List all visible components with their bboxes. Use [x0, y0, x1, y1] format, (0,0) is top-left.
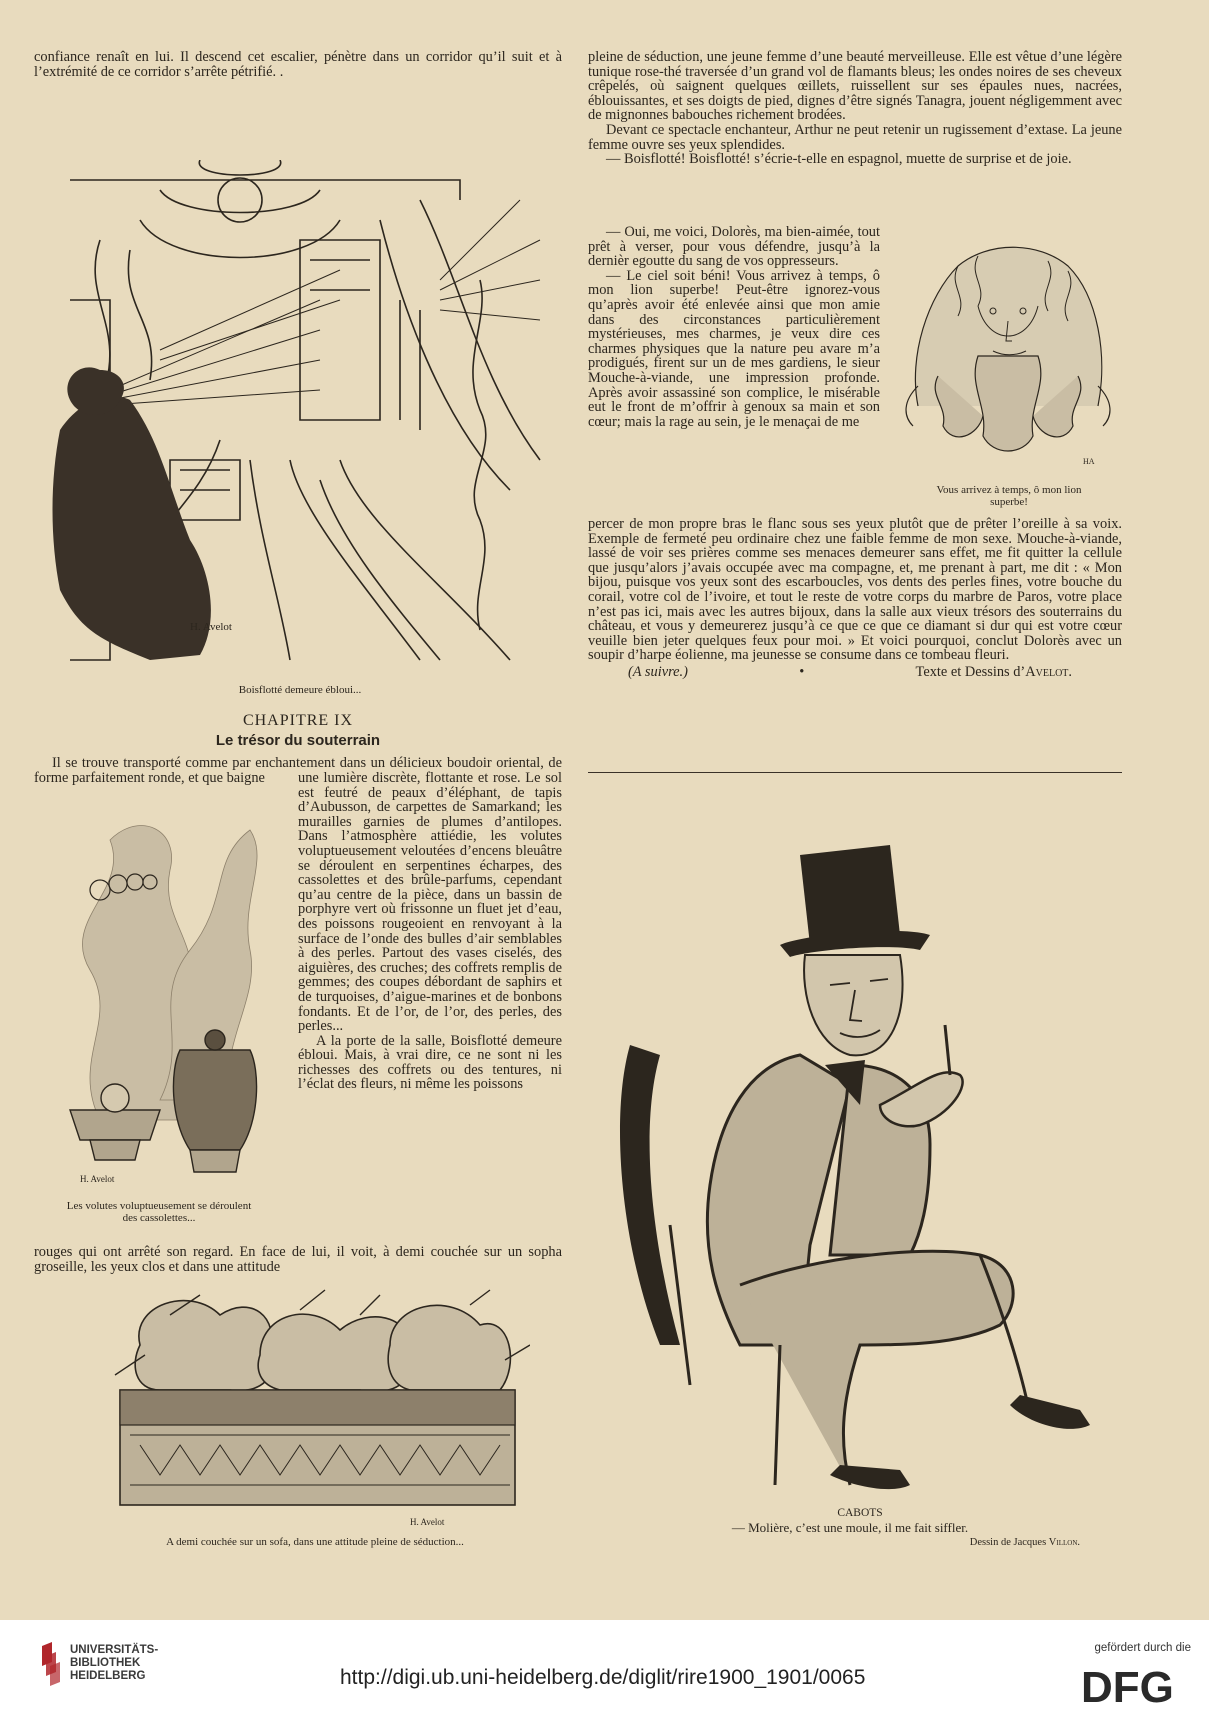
illustration-incense: [40, 800, 280, 1190]
funded-by-label: gefördert durch die: [1094, 1642, 1191, 1654]
left-narrow-column: une lumière discrète, flottante et rose. Le sol est feutré de peaux d’éléphant, de tapis d’Aubusson, de carpettes de Samarkand; les murailles garnies de plumes d’antilopes. Dans l’atmosphère attiédie, les volutes voluptueusement veloutées d’encens bleuâtre se déroulent en serpentines écharpes, des cassolettes et des brûle-parfums, cependant qu’au centre de la pièce, dans un bassin de porphyre vert où frissonne un fluet jet d’eau, des poissons rougeoient en renvoyant à la surface de l’onde des bulles d’air semblables à des perles. Partout des vases ciselés, des aiguières, des cruches; des coffrets remplis de gemmes; des coupes débordant de saphirs et de turquoises, d’aigue-marines et de bonbons fondants. Et de l’or, de l’or, des perles, des perles... A la porte de la salle, Boisflotté demeure ébloui. Mais, à vrai dire, ce ne sont ni les richesses des coffrets ou des tentures, ni l’éclat des fleurs, ni même les poissons: [298, 770, 562, 1093]
caption-boisflotte: Boisflotté demeure ébloui...: [238, 684, 362, 696]
illustration-sofa: [110, 1285, 530, 1530]
svg-text:H. Avelot: H. Avelot: [410, 1517, 445, 1527]
svg-text:HA: HA: [1083, 457, 1095, 466]
svg-text:DFG: DFG: [1081, 1663, 1174, 1706]
svg-text:H. Avelot: H. Avelot: [190, 621, 232, 633]
institution-name: UNIVERSITÄTS- BIBLIOTHEK HEIDELBERG: [70, 1644, 159, 1682]
caption-cabots-credit: Dessin de Jacques Villon.: [969, 1537, 1080, 1548]
right-column-top: pleine de séduction, une jeune femme d’une beauté merveilleuse. Elle est vêtue d’une légère tunique rose-thé traversée d’un grand vol de flamants bleus; les ondes noires de ses cheveux crêpelés, où saignent quelques œillets, ruissellent sur ses épaules nues, nacrées, éblouissantes, et ses doigts de pied, dignes d’être signés Tanagra, jouent négligemment avec de mignonnes babouches richement brodées. Devant ce spectacle enchanteur, Arthur ne peut retenir un rugissement d’extase. La jeune femme ouvre ses yeux splendides. — Boisflotté! Boisflotté! s’écrie-t-elle en espagnol, muette de surprise et de joie.: [588, 49, 1122, 168]
illustration-corridor: [40, 160, 560, 680]
book-stack-icon: [38, 1642, 66, 1686]
right-column-bottom: percer de mon propre bras le flanc sous ses yeux plutôt que de prêter l’oreille à sa voix. Exemple de fermeté peu ordinaire chez une faible femme de mon sexe. Mouche-à-viande, lassé de voir ses prières comme ses menaces demeurer sans effet, me fit quitter la cellule que jusqu’alors j’avais occupée avec ma compagne, et, me prenant à part, me dit : « Mon bijou, puisque vos yeux sont des escarboucles, vos dents des perles fines, votre bouche du corail, votre col de l’ivoire, et tout le reste de votre corps du marbre de Paros, votre place n’est pas ici, mais avec les autres bijoux, dans la salle aux vieux trésors des souterrains du château, et vous y demeurerez jusqu’à ce que ce que ce diamant si dur qui est votre cœur veuille bien jeter quelques feux pour moi. » Et voici pourquoi, conclut Dolorès avec un soupir d’harpe éolienne, ma jeunesse se consume dans ce tombeau fleuri. (A suivre.) • Texte et Dessins d’Avelot.: [588, 516, 1122, 680]
chapter-title: Le trésor du souterrain: [215, 732, 381, 749]
caption-cabots-quote: — Molière, c’est une moule, il me fait siffler.: [731, 1520, 969, 1535]
caption-sofa: A demi couchée sur un sofa, dans une attitude pleine de séduction...: [166, 1536, 464, 1548]
serial-footer: (A suivre.) • Texte et Dessins d’Avelot.: [628, 663, 1072, 680]
caption-lion: Vous arrivez à temps, ô mon lion superbe!: [936, 484, 1082, 508]
illustration-cabots: [600, 785, 1105, 1505]
left-paragraph-start: Il se trouve transporté comme par enchantement dans un délicieux boudoir oriental, de forme parfaitement ronde, et que baigne: [34, 755, 562, 786]
caption-cabots-title: CABOTS: [837, 1507, 883, 1519]
illustration-lion: [898, 236, 1120, 480]
dfg-logo: [1081, 1662, 1191, 1706]
chapter-number: CHAPITRE IX: [242, 712, 354, 729]
source-url-link[interactable]: http://digi.ub.uni-heidelberg.de/diglit/rire1900_1901/0065: [340, 1666, 866, 1689]
left-column-intro: confiance renaît en lui. Il descend cet escalier, pénètre dans un corridor qu’il suit et à l’extrémité de ce corridor s’arrête pétrifié. .: [34, 49, 562, 80]
section-divider: [588, 772, 1122, 773]
right-narrow-column: — Oui, me voici, Dolorès, ma bien-aimée, tout prêt à verser, pour vous défendre, jusqu’à la dernièr egoutte du sang de vos oppresseurs. — Le ciel soit béni! Vous arrivez à temps, ô mon lion superbe! Peut-être ignorez-vous qu’après avoir été enlevée ainsi que mon amie dans des circonstances particulièrement mystérieuses, mes charmes, je veux dire ces charmes physiques que la nature peu avare m’a prodigués, firent sur un de mes gardiens, le sieur Mouche-à-viande, une impression profonde. Après avoir assassiné son complice, le misérable eut le front de m’offrir à genoux sa main et son cœur; mais la rage au sein, je le menaçai de me: [588, 224, 880, 430]
left-paragraph-end: rouges qui ont arrêté son regard. En face de lui, il voit, à demi couchée sur un sopha groseille, les yeux clos et dans une attitude: [34, 1244, 562, 1275]
caption-volutes: Les volutes voluptueusement se déroulent des cassolettes...: [66, 1200, 252, 1224]
digitization-footer: [0, 1620, 1209, 1720]
svg-text:H. Avelot: H. Avelot: [80, 1174, 115, 1184]
text-credit: Texte et Dessins d’Avelot.: [915, 663, 1072, 680]
